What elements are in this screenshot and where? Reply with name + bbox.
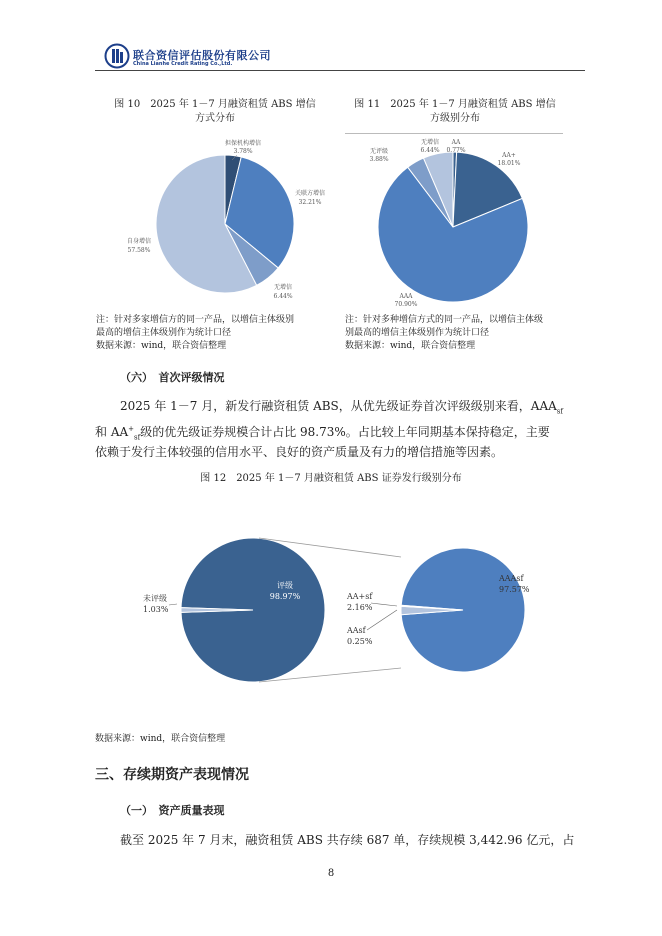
figure11-note: 注：针对多种增信方式的同一产品，以增信主体级 别最高的增信主体级别作为统计口径 数据来源：wind，联合资信整理: [345, 315, 544, 351]
figure10-slices: [156, 155, 294, 293]
fig10-label-self: 自身增信: [126, 238, 152, 245]
fig12-value-rated: 98.97%: [269, 592, 301, 601]
fig12-label-unrated: 未评级: [143, 594, 167, 603]
company-name: 联合资信评估股份有限公司: [133, 49, 271, 62]
figure10-note: 注：针对多家增信方的同一产品，以增信主体级别 最高的增信主体级别作为统计口径 数据来源：wind，联合资信整理: [96, 315, 295, 351]
section3-sub-heading: （一） 资产质量表现: [120, 804, 225, 817]
section3-heading: 三、存续期资产表现情况: [95, 767, 249, 783]
fig11-label-aaplus: AA+: [502, 152, 516, 159]
fig11-value-aaa: 70.90%: [394, 301, 418, 308]
figure11-slices: [378, 152, 528, 302]
fig12-label-aaplus: AA+sf: [347, 592, 373, 601]
fig11-label-aa: AA: [451, 139, 461, 146]
fig11-value-aaplus: 18.01%: [497, 160, 521, 167]
fig10-value-guarantor: 3.78%: [233, 148, 253, 155]
section6-paragraph-line2: 和 $AA^+_{sf}$级的优先级证券规模合计占比 98.73%。占比较上年同期基本保持稳定，主要: [95, 425, 550, 442]
company-logo: [104, 43, 130, 69]
fig12-value-aaplus: 2.16%: [347, 603, 373, 612]
figure11-title: 图 11 2025 年 1－7 月融资租赁 ABS 增信 方级别分布: [354, 99, 556, 124]
fig11-label-unrated: 无评级: [369, 148, 389, 155]
figure11-pie-chart: [344, 134, 566, 312]
company-name-en: China Lianhe Credit Rating Co.,Ltd.: [133, 61, 233, 67]
fig12-value-aa: 0.25%: [347, 637, 373, 646]
fig12-leader-unrated: [169, 604, 177, 605]
fig10-label-related: 关联方增信: [294, 190, 326, 197]
fig11-value-unrated: 3.88%: [369, 156, 389, 163]
fig11-value-aa: 0.77%: [446, 147, 466, 154]
fig12-label-aa: AAsf: [347, 626, 366, 635]
figure12-title: 图 12 2025 年 1－7 月融资租赁 ABS 证券发行级别分布: [200, 473, 462, 484]
fig12-leader-aa: [367, 610, 397, 630]
fig11-value-none: 6.44%: [420, 147, 440, 154]
fig10-label-none: 无增信: [273, 284, 293, 291]
header-divider: [95, 70, 585, 71]
figure12-pie-of-pie-chart: [95, 500, 567, 725]
figure10-title: 图 10 2025 年 1－7 月融资租赁 ABS 增信 方式分布: [114, 99, 316, 124]
fig11-label-none: 无增信: [420, 139, 440, 146]
figure12-main-slices: [181, 538, 325, 682]
fig12-value-unrated: 1.03%: [143, 605, 169, 614]
section3-paragraph-line1: 截至 2025 年 7 月末，融资租赁 ABS 共存续 687 单，存续规模 3,442.96 亿元，占: [120, 833, 575, 847]
section6-paragraph-line1: 2025 年 1－7 月，新发行融资租赁 ABS，从优先级证券首次评级级别来看，$AAA_{sf}$: [120, 399, 563, 416]
figure10-pie-chart: [95, 134, 340, 312]
fig10-value-none: 6.44%: [273, 293, 293, 300]
fig10-value-related: 32.21%: [298, 199, 322, 206]
fig12-label-aaasf: AAAsf: [499, 574, 524, 583]
fig12-leader-aaplus: [371, 603, 397, 606]
fig11-label-aaa: AAA: [399, 293, 413, 300]
figure12-source: 数据来源：wind，联合资信整理: [95, 734, 226, 744]
fig12-value-aaasf: 97.57%: [499, 585, 530, 594]
page-number: 8: [327, 868, 335, 879]
section6-paragraph-line3: 依赖于发行主体较强的信用水平、良好的资产质量及有力的增信措施等因素。: [95, 445, 504, 459]
fig10-value-self: 57.58%: [127, 247, 151, 254]
fig10-label-guarantor: 担保机构增信: [224, 140, 262, 147]
fig12-label-rated: 评级: [277, 581, 293, 590]
section6-heading: （六） 首次评级情况: [120, 371, 225, 384]
figure12-breakdown-slices: [401, 548, 525, 672]
